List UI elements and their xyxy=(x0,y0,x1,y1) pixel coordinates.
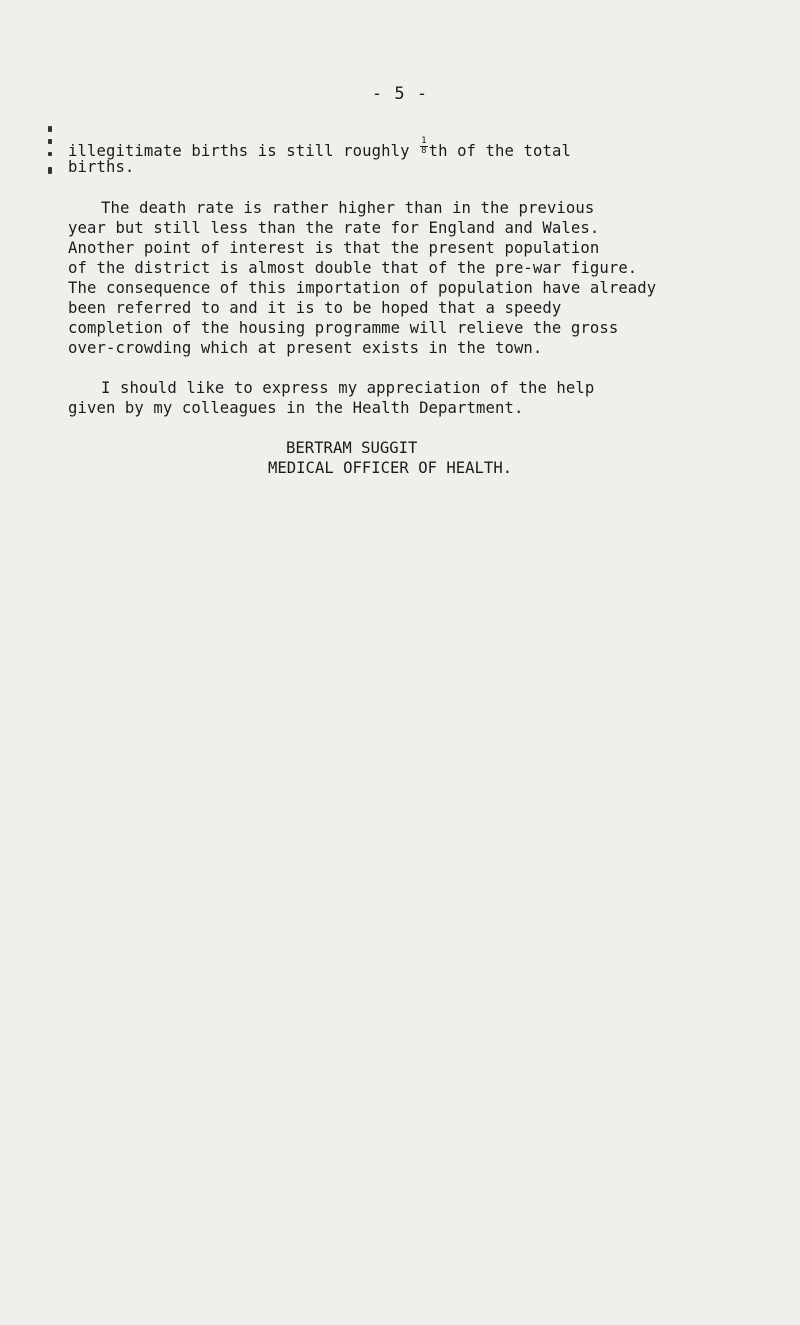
page-number: - 5 - xyxy=(371,84,429,104)
signature-name: BERTRAM SUGGIT xyxy=(286,439,418,457)
paragraph-1-line-1 xyxy=(68,137,571,161)
paragraph-3-line-2: given by my colleagues in the Health Department. xyxy=(68,399,524,417)
fraction-numerator: 1 xyxy=(421,136,427,146)
paragraph-2-line-2: year but still less than the rate for England and Wales. xyxy=(68,219,600,237)
text-run: th of the total xyxy=(428,142,571,160)
fraction xyxy=(420,137,428,156)
paragraph-2-line-5: The consequence of this importation of population have already xyxy=(68,279,657,297)
paragraph-1-line-2: births. xyxy=(68,158,135,176)
paragraph-2-line-7: completion of the housing programme will relieve the gross xyxy=(68,319,619,337)
signature-title: MEDICAL OFFICER OF HEALTH. xyxy=(268,459,513,477)
paragraph-2-line-3: Another point of interest is that the present population xyxy=(68,239,600,257)
document-body xyxy=(0,0,800,417)
paragraph-2-line-1: The death rate is rather higher than in the previous xyxy=(101,199,595,217)
paragraph-2-line-8: over-crowding which at present exists in the town. xyxy=(68,339,543,357)
paragraph-3-line-1: I should like to express my appreciation of the help xyxy=(101,379,595,397)
fraction-denominator: 8 xyxy=(421,146,427,156)
text-run: illegitimate births is still roughly xyxy=(68,142,420,160)
paragraph-2-line-4: of the district is almost double that of the pre-war figure. xyxy=(68,259,638,277)
paragraph-2-line-6: been referred to and it is to be hoped that a speedy xyxy=(68,299,562,317)
